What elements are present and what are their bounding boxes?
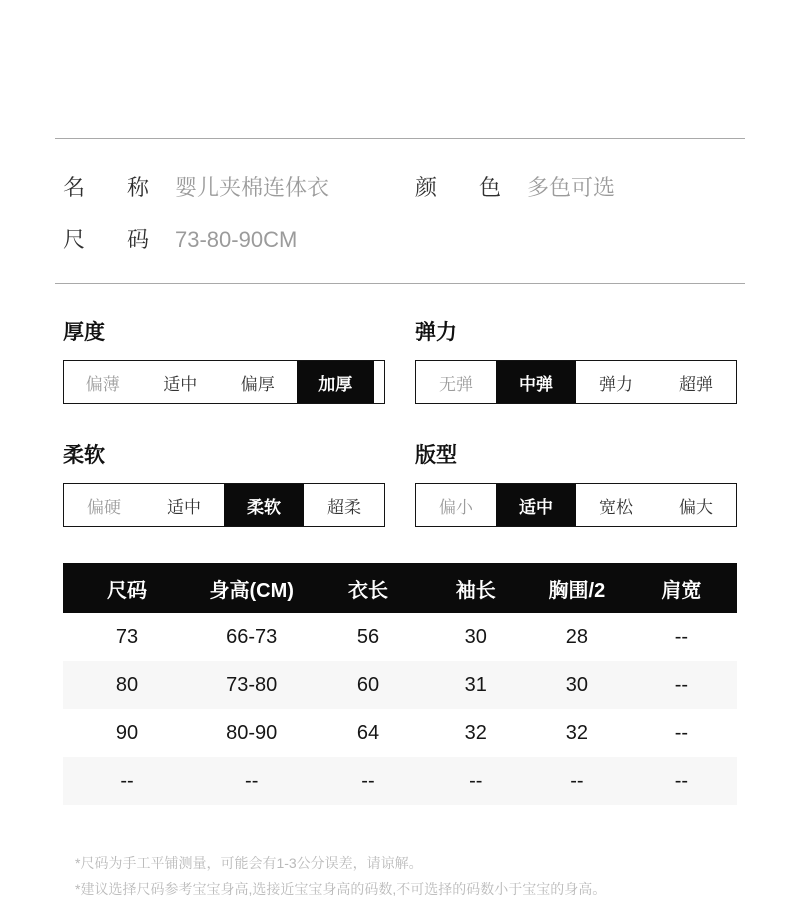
attr-row-1: [63, 284, 737, 404]
footnotes: [75, 850, 737, 902]
elasticity-scale: [415, 360, 737, 404]
fit-option-selected: 适中: [496, 484, 576, 526]
softness-option-2: 适中: [167, 497, 201, 517]
cell: --: [674, 625, 689, 648]
cell: 31: [424, 661, 528, 709]
cell: --: [424, 757, 528, 805]
cell: --: [312, 757, 423, 805]
thickness-option-1: 偏薄: [85, 374, 120, 394]
top-spacer: [63, 0, 737, 138]
product-info-section: [63, 139, 737, 283]
fit-option-3: 宽松: [599, 497, 633, 517]
fit-group: [415, 404, 737, 527]
footnote-measurement: *尺码为手工平铺测量，可能会有1-3公分误差，请谅解。: [75, 855, 423, 871]
header-cell-shoulder: 肩宽: [626, 563, 737, 613]
softness-option-4: 超柔: [327, 497, 361, 517]
name-label: 名称: [63, 174, 149, 200]
size-table: [63, 563, 737, 805]
size-value: 73-80-90CM: [175, 226, 298, 252]
thickness-title: 厚度: [63, 321, 105, 344]
elasticity-option-1: 无弹: [439, 374, 473, 394]
header-cell-sleeve: 袖长: [424, 563, 528, 613]
color-label: 颜色: [415, 174, 501, 200]
cell: 73-80: [191, 661, 312, 709]
cell: --: [63, 757, 191, 805]
thickness-option-selected: 加厚: [297, 361, 375, 403]
attr-row-2: [63, 404, 737, 527]
elasticity-option-4: 超弹: [679, 374, 713, 394]
thickness-group: [63, 284, 385, 404]
cell: 56: [356, 625, 380, 648]
cell: 28: [565, 625, 589, 648]
color-field: [415, 171, 615, 202]
fit-title: 版型: [415, 444, 457, 467]
cell: 32: [565, 721, 589, 744]
elasticity-option-3: 弹力: [599, 374, 633, 394]
color-value: 多色可选: [527, 174, 616, 200]
elasticity-title: 弹力: [415, 321, 457, 344]
elasticity-option-selected: 中弹: [496, 361, 576, 403]
cell: --: [528, 757, 626, 805]
table-row: [63, 757, 737, 805]
size-label: 尺码: [63, 226, 149, 252]
header-cell-size: 尺码: [63, 563, 191, 613]
header-cell-height: 身高(CM): [191, 563, 312, 613]
cell: 80-90: [226, 721, 278, 744]
name-field: [63, 171, 415, 202]
softness-title: 柔软: [63, 444, 105, 467]
fit-option-4: 偏大: [679, 497, 713, 517]
fit-option-1: 偏小: [439, 497, 473, 517]
cell: --: [674, 721, 689, 744]
cell: --: [626, 757, 737, 805]
cell: 30: [528, 661, 626, 709]
cell: 73: [115, 625, 139, 648]
softness-option-1: 偏硬: [87, 497, 121, 517]
cell: --: [626, 661, 737, 709]
cell: 60: [312, 661, 423, 709]
thickness-option-3: 偏厚: [240, 374, 275, 394]
fit-scale: [415, 483, 737, 527]
cell: 80: [63, 661, 191, 709]
softness-scale: [63, 483, 385, 527]
thickness-option-2: 适中: [163, 374, 198, 394]
softness-group: [63, 404, 385, 527]
table-row: [63, 613, 737, 661]
cell: 90: [115, 721, 139, 744]
cell: --: [191, 757, 312, 805]
table-header-row: [63, 563, 737, 613]
name-value: 婴儿夹棉连体衣: [175, 174, 330, 200]
thickness-scale: [63, 360, 385, 404]
header-cell-chest: 胸围/2: [528, 563, 626, 613]
info-row-name-color: [63, 160, 737, 212]
size-table-header: [63, 563, 737, 613]
elasticity-group: [415, 284, 737, 404]
cell: 66-73: [226, 625, 278, 648]
header-cell-length: 衣长: [312, 563, 423, 613]
footnote-size-advice: *建议选择尺码参考宝宝身高,选接近宝宝身高的码数,不可选择的码数小于宝宝的身高。: [75, 881, 607, 897]
attribute-scales-section: [63, 284, 737, 527]
cell: 32: [464, 721, 487, 744]
table-row: [63, 661, 737, 709]
softness-option-selected: 柔软: [224, 484, 304, 526]
cell: 64: [356, 721, 380, 744]
info-row-size: [63, 212, 737, 264]
table-row: [63, 709, 737, 757]
size-field: [63, 223, 415, 254]
cell: 30: [464, 625, 487, 648]
